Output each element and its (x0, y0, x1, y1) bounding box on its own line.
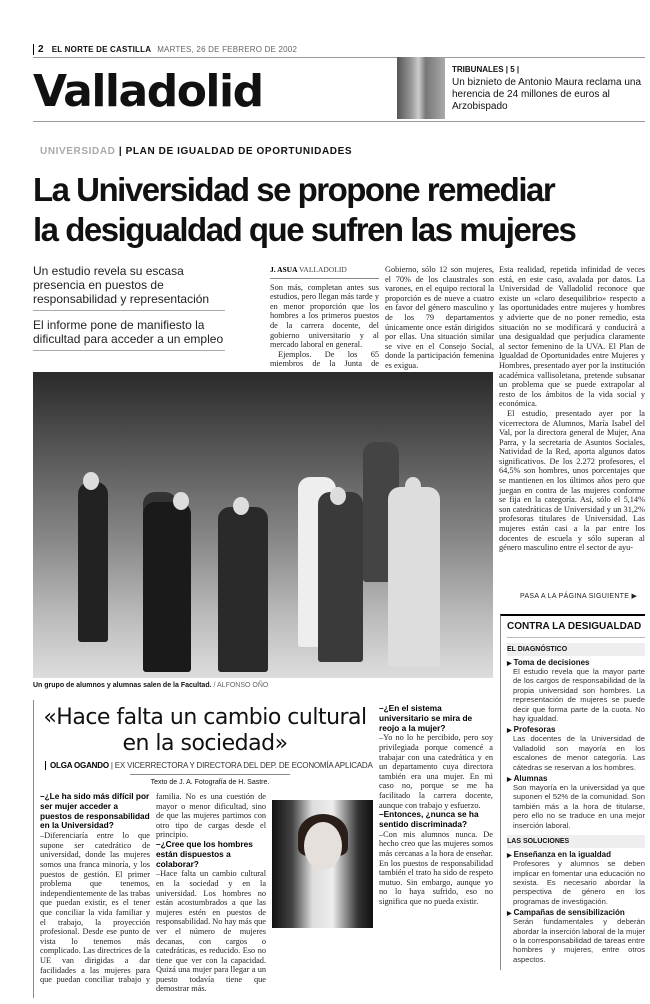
interviewee (45, 761, 373, 770)
paragraph: Esta realidad, repetida infinidad de veces está, en este caso, avalada por datos. La Universidad de Valladolid reconoce que existe un «claro desequilibrio» respecto a las oportunidades entre mujeres y hombres y advierte que de no poner remedio, esta situación no se modificará y conducirá a una desigualdad que perjudica claramente al sector femenino de la UVA. El Plan de Igualdad de Oportunidades entre Mujeres y Hombres, presentado ayer por la institución académica vallisoletana, pretende subsanar un problema que se puede extrapolar al resto de los ámbitos de la vida social y económica. (499, 265, 645, 409)
interviewee-role: | EX VICERRECTORA Y DIRECTORA DEL DEP. DE ECONOMÍA APLICADA (110, 761, 373, 770)
kicker-topic: UNIVERSIDAD (40, 146, 116, 157)
interview-answer: –Hace falta un cambio cultural en la sociedad y en la universidad. Los hombres no están acostumbrados a que las mujeres estén en puestos de responsabilidad. No hay más que ver el número de mujeres decanas, con cargos o catedráticas, es reducido. Eso no tiene que ver con la capacidad. Quizá una mujer para llegar a un puesto todavía tiene que demostrar más. (156, 869, 266, 994)
sidebar-item-title: ▶ Campañas de sensibilización (507, 908, 645, 917)
sidebar-item-text: Las docentes de la Universidad de Valladolid son mayoría en los escalones de menor categoría. Las cátedras se reservan a los hombres. (513, 734, 645, 772)
interview-answer: –Diferenciaría entre lo que supone ser catedrático de universidad, donde las mujeres somos una franca minoría, y los puestos de gestión. El primer problema que tenemos, independientemente de las trabas que puedan existir, es el tener que conciliar la vida familiar y el trabajo, la proyección profesional. Desde ese punto de vista lo tenemos más complicado. Las directrices de la UE van dirigidas a dar facilidades a las mujeres para que puedan conciliar trabajo y familia. No es una cuestión de mayor o menor dificultad, sino de que las mujeres partimos con otro tipo de cargas desde el principio. (40, 792, 266, 985)
sidebar-item-title: ▶ Alumnas (507, 774, 645, 783)
caption-text: Un grupo de alumnos y alumnas salen de la Facultad. (33, 682, 212, 689)
teaser-photo (397, 57, 445, 119)
sidebar-item-text: Profesores y alumnos se deben implicar en fomentar una educación no sexista. Es necesario abordar la perspectiva de género en los programas de investigación. (513, 859, 645, 906)
interview-question: –¿En el sistema universitario se mira de reojo a la mujer? (379, 703, 473, 733)
headline (33, 170, 575, 250)
subhead: Un estudio revela su escasa presencia en puestos de responsabilidad y representación (33, 264, 225, 311)
sidebar-box (500, 614, 645, 970)
section-title: Valladolid (33, 66, 263, 117)
interviewee-photo (272, 800, 373, 928)
interviewee-name: OLGA OGANDO (45, 761, 109, 770)
interview-quote: «Hace falta un cambio cultural en la sociedad» (43, 705, 367, 756)
interview-question: –¿Le ha sido más difícil por ser mujer acceder a puestos de responsabilidad en la Universidad? (40, 791, 150, 831)
interview-answer: –Yo no lo he percibido, pero soy privilegiada porque comencé a trabajar con una catedrática y en un departamento cuya directora también era una mujer. En mi caso no, porque se me ha facilitado la carrera docente, aunque con trabajo y esfuerzo. (379, 733, 493, 810)
sidebar-item-text: El estudio revela que la mayor parte de los cargos de responsabilidad de la propia universidad son hombres. La representación de mujeres se puede decir que forma parte de la cuota. No hay igualdad. (513, 667, 645, 724)
article-column-3 (499, 265, 645, 553)
paper-name: EL NORTE DE CASTILLA (51, 45, 152, 54)
sidebar-title: CONTRA LA DESIGUALDAD (507, 616, 645, 638)
byline-author: J. ASUA (270, 265, 298, 274)
main-photo (33, 372, 493, 678)
sidebar-heading: EL DIAGNÓSTICO (507, 643, 645, 656)
interview-question: –¿Cree que los hombres están dispuestos a colaborar? (156, 838, 253, 869)
byline-place: VALLADOLID (298, 265, 347, 274)
teaser-kicker: TRIBUNALES | 5 | (452, 65, 520, 74)
photo-caption (33, 682, 268, 689)
kicker-subject: | PLAN DE IGUALDAD DE OPORTUNIDADES (118, 146, 353, 157)
folio (33, 44, 297, 55)
divider (33, 57, 645, 58)
continued-label: PASA A LA PÁGINA SIGUIENTE (520, 593, 630, 600)
byline (270, 265, 379, 279)
paragraph: Ejemplos. De los 65 miembros de la Junta de Gobierno, sólo 12 son mujeres, el 70% de los claustrales son varones, en el equipo rectoral la proporción es de nueve a cuatro en favor del género masculino y de los 79 departamentos únicamente once están dirigidos por ellas. Una situación similar se vive en el Consejo Social, donde la participación femenina es exigua. (270, 265, 494, 370)
article-kicker (40, 146, 352, 157)
paragraph: El estudio, presentado ayer por la vicerrectora de Alumnos, María Isabel del Val, por la directora general de Mujer, Ana Parra, y la secretaria de Asuntos Sociales, Natividad de la Red, aporta algunos datos significativos. De los 2.272 profesores, el 64,5% son hombres, unos porcentajes que se mantienen en los últimos años pero que juegan en contra de las mujeres conforme se fija en la categoría. Así, sólo el 5,14% son catedráticas de Universidad y un 31,2% profesoras titulares de Universidad. Las mujeres están casi a la par entre los docentes de escuela y sólo superan al género masculino entre el sector de ayu- (499, 408, 645, 553)
interview-column-3 (379, 704, 493, 906)
article-columns-1-2 (270, 265, 494, 371)
teaser-text: Un biznieto de Antonio Maura reclama una herencia de 24 millones de euros al Arzobispado (452, 77, 642, 112)
headline-line: la desigualdad que sufren las mujeres (33, 211, 576, 248)
interview-credit: Texto de J. A. Fotografía de H. Sastre. (130, 774, 290, 787)
headline-line: La Universidad se propone remediar (33, 171, 555, 208)
paragraph: Son más, completan antes sus estudios, pero llegan más tarde y en menor proporción que los hombres a los primeros puestos de la carrera docente, del gobierno universitario y al mercado laboral en general. (270, 282, 379, 350)
teaser[interactable] (452, 64, 644, 113)
subhead: El informe pone de manifiesto la dificultad para acceder a un empleo (33, 318, 225, 351)
photo-credit: / ALFONSO OÑO (213, 682, 269, 689)
interview-columns-1-2 (40, 792, 266, 994)
interview-answer: –Con mis alumnos nunca. De hecho creo que las mujeres somos más cercanas a la hora de enseñar. En los puestos de responsabilidad también el trato ha sido de respeto mutuo. Sin embargo, aunque yo no lo haya sufrido, eso no significa que no pueda existir. (379, 829, 493, 906)
sidebar-item-text: Serán fundamentales y deberán abordar la inserción laboral de la mujer o la corresponsabilidad de tareas entre hombres y mujeres, entre otros aspectos. (513, 917, 645, 964)
issue-date: MARTES, 26 DE FEBRERO DE 2002 (157, 45, 298, 54)
sidebar-item-title: ▶ Profesoras (507, 725, 645, 734)
divider (33, 121, 645, 122)
sidebar-item-title: ▶ Enseñanza en la igualdad (507, 850, 645, 859)
continued-link[interactable] (520, 592, 637, 600)
sidebar-heading: LAS SOLUCIONES (507, 835, 645, 848)
interview-question: –Entonces, ¿nunca se ha sentido discriminada? (379, 809, 479, 829)
sidebar-item-text: Son mayoría en la universidad ya que suponen el 52% de la comunidad. Son también más a la hora de titularse, pero ello no se traduce en una mejor inserción laboral. (513, 783, 645, 830)
sidebar-item-title: ▶ Toma de decisiones (507, 658, 645, 667)
page-number: 2 (33, 44, 44, 55)
arrow-right-icon: ▶ (631, 593, 638, 600)
